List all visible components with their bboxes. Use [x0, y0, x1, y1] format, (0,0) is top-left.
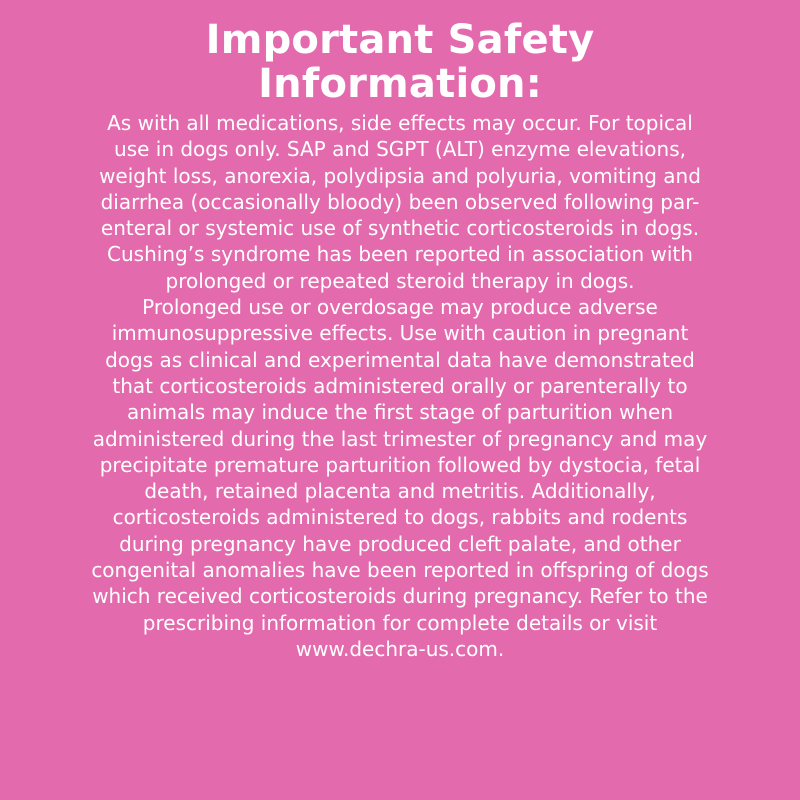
body-line-13: administered during the last trimester of pregnancy and may — [92, 426, 708, 451]
body-line-17: during pregnancy have produced cleft palate, and other — [119, 531, 681, 556]
body-line-15: death, retained placenta and metritis. Additionally, — [144, 479, 656, 504]
body-line-18: congenital anomalies have been reported in offspring of dogs — [91, 558, 709, 583]
title-line-1: Important Safety — [205, 17, 595, 63]
body-line-6: Cushing’s syndrome has been reported in association with — [107, 242, 693, 267]
body-line-2: use in dogs only. SAP and SGPT (ALT) enzyme elevations, — [114, 137, 686, 162]
body-line-7: prolonged or repeated steroid therapy in dogs. — [165, 268, 635, 293]
body-line-21: www.dechra-us.com. — [295, 636, 505, 661]
body-line-19: which received corticosteroids during pregnancy. Refer to the — [92, 584, 708, 609]
body-line-11: that corticosteroids administered orally or parenterally to — [112, 373, 688, 398]
body-line-8: Prolonged use or overdosage may produce adverse — [142, 295, 658, 320]
body-line-3: weight loss, anorexia, polydipsia and polyuria, vomiting and — [99, 163, 701, 188]
body-line-14: precipitate premature parturition followed by dystocia, fetal — [99, 452, 701, 477]
title-line-2: Information: — [258, 61, 542, 107]
safety-body-text — [44, 110, 756, 662]
body-line-9: immunosuppressive effects. Use with caution in pregnant — [111, 321, 689, 346]
body-line-4: diarrhea (occasionally bloody) been observed following par- — [100, 189, 700, 214]
body-line-5: enteral or systemic use of synthetic corticosteroids in dogs. — [100, 216, 700, 241]
body-line-1: As with all medications, side effects may occur. For topical — [107, 111, 693, 135]
page-title — [44, 18, 756, 106]
body-line-10: dogs as clinical and experimental data have demonstrated — [105, 347, 695, 372]
body-line-16: corticosteroids administered to dogs, rabbits and rodents — [112, 505, 688, 530]
body-line-12: animals may induce the first stage of parturition when — [126, 400, 674, 425]
body-line-20: prescribing information for complete details or visit — [142, 610, 658, 635]
